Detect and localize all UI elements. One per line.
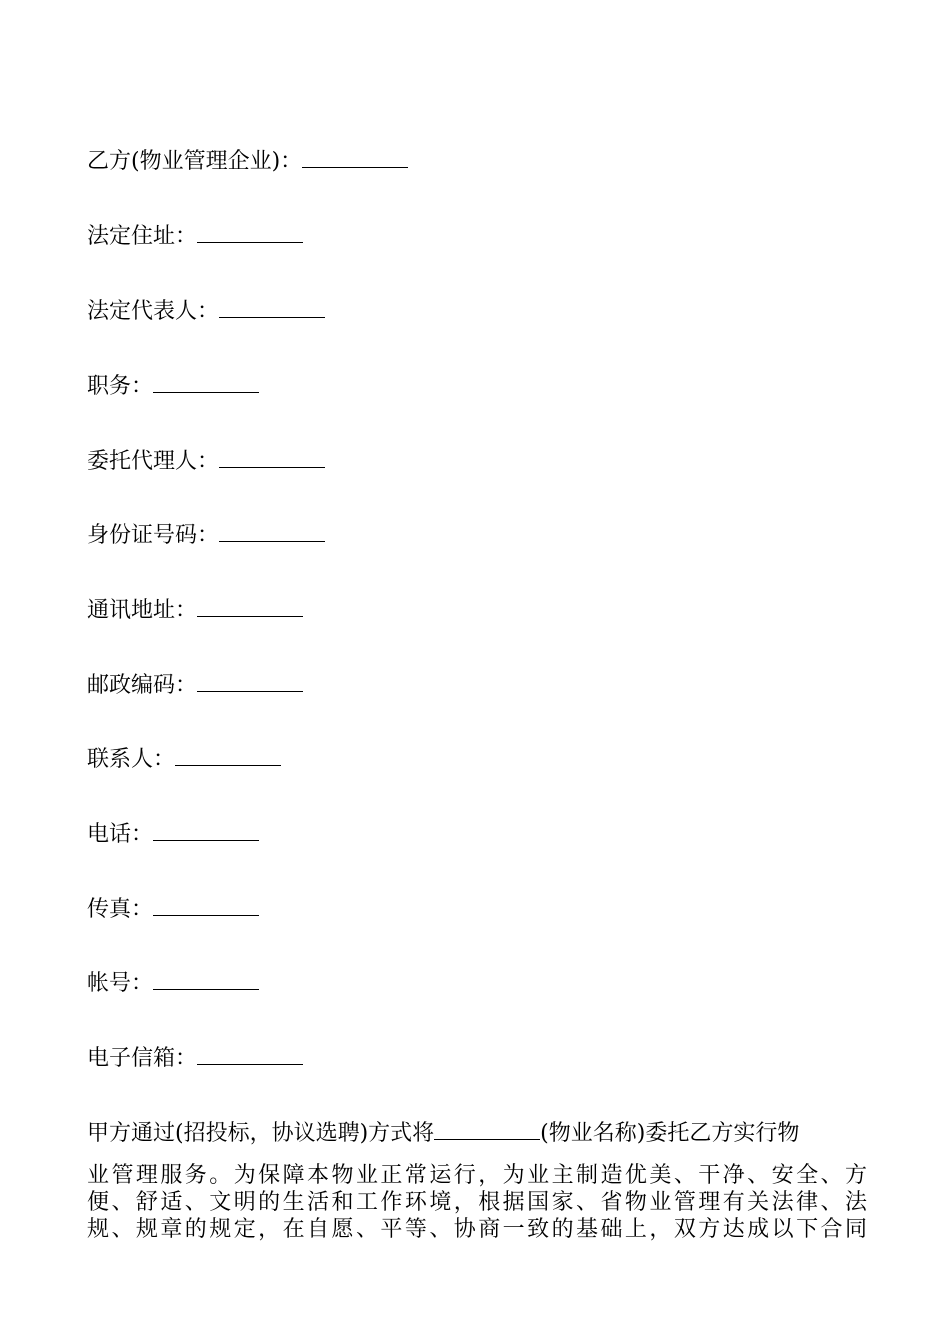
property-name-blank bbox=[434, 1117, 540, 1140]
email-field bbox=[87, 1042, 303, 1074]
field-label: 法定住址： bbox=[87, 224, 198, 249]
fill-blank bbox=[153, 893, 259, 916]
id-number-field bbox=[87, 519, 325, 551]
position-field bbox=[87, 370, 259, 402]
account-field bbox=[87, 967, 259, 999]
contract-intro-paragraph bbox=[87, 1117, 867, 1243]
phone-field bbox=[87, 818, 259, 850]
field-label: 帐号： bbox=[87, 971, 154, 996]
paragraph-text: 甲方通过(招投标，协议选聘)方式将 bbox=[87, 1121, 435, 1146]
field-label: 传真： bbox=[87, 897, 154, 922]
fill-blank bbox=[219, 519, 325, 542]
field-label: 委托代理人： bbox=[87, 449, 220, 474]
contact-person-field bbox=[87, 743, 281, 775]
field-label: 邮政编码： bbox=[87, 673, 198, 698]
paragraph-text: (物业名称)委托乙方实行物 bbox=[540, 1121, 800, 1146]
legal-address-field bbox=[87, 220, 303, 252]
fill-blank bbox=[197, 220, 303, 243]
fill-blank bbox=[219, 295, 325, 318]
fill-blank bbox=[219, 445, 325, 468]
fill-blank bbox=[175, 743, 281, 766]
field-label: 电话： bbox=[87, 822, 154, 847]
field-label: 乙方(物业管理企业)： bbox=[87, 149, 303, 174]
fill-blank bbox=[302, 145, 408, 168]
line-gap bbox=[87, 1147, 867, 1162]
field-label: 联系人： bbox=[87, 747, 176, 772]
authorized-agent-field bbox=[87, 445, 325, 477]
paragraph-line-1 bbox=[87, 1117, 867, 1147]
field-label: 职务： bbox=[87, 374, 154, 399]
party-b-field bbox=[87, 145, 408, 177]
fill-blank bbox=[197, 1042, 303, 1065]
fax-field bbox=[87, 893, 259, 925]
field-label: 电子信箱： bbox=[87, 1046, 198, 1071]
paragraph-line-3: 便、舒适、文明的生活和工作环境，根据国家、省物业管理有关法律、法 bbox=[87, 1190, 867, 1215]
fill-blank bbox=[197, 594, 303, 617]
paragraph-line-4: 规、规章的规定，在自愿、平等、协商一致的基础上，双方达成以下合同 bbox=[87, 1217, 867, 1242]
field-label: 法定代表人： bbox=[87, 299, 220, 324]
fill-blank bbox=[153, 967, 259, 990]
legal-representative-field bbox=[87, 295, 325, 327]
fill-blank bbox=[153, 370, 259, 393]
field-label: 身份证号码： bbox=[87, 523, 220, 548]
fill-blank bbox=[197, 669, 303, 692]
postal-code-field bbox=[87, 669, 303, 701]
mailing-address-field bbox=[87, 594, 303, 626]
paragraph-line-2: 业管理服务。为保障本物业正常运行，为业主制造优美、干净、安全、方 bbox=[87, 1163, 867, 1188]
fill-blank bbox=[153, 818, 259, 841]
field-label: 通讯地址： bbox=[87, 598, 198, 623]
